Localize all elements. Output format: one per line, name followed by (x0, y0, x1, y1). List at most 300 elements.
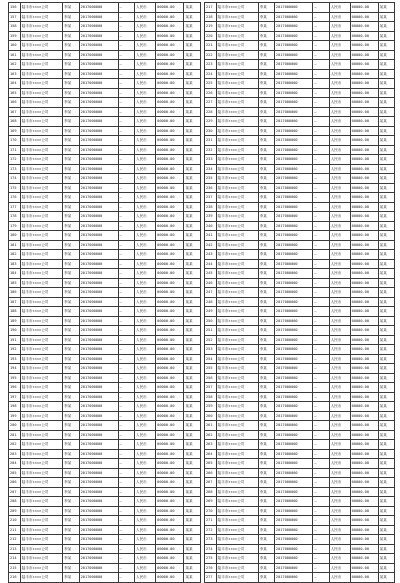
cell-unit: 陆丰市××××公司 (216, 202, 258, 212)
cell-amount: 00000.00 (350, 41, 378, 51)
cell-name: 李某 (63, 3, 79, 13)
cell-no: 258 (205, 392, 217, 402)
table-row (205, 459, 395, 469)
cell-type: 人民币 (329, 297, 350, 307)
cell-note: 某某 (184, 297, 200, 307)
cell-id-no: 2017000000 (274, 440, 312, 450)
cell-unit: 陆丰市××××公司 (216, 212, 258, 222)
cell-mark: — (118, 231, 134, 241)
cell-unit: 陆丰市××××公司 (20, 316, 62, 326)
cell-name: 李某 (63, 402, 79, 412)
cell-mark: — (118, 31, 134, 41)
cell-amount: 00000.00 (350, 183, 378, 193)
cell-id-no: 2017000000 (79, 259, 118, 269)
cell-id-no: 2017000000 (274, 449, 312, 459)
cell-amount: 00000.00 (156, 364, 184, 374)
cell-type: 人民币 (134, 345, 155, 355)
cell-unit: 陆丰市××××公司 (216, 421, 258, 431)
table-row (205, 278, 395, 288)
cell-id-no: 2017000000 (79, 468, 118, 478)
cell-type: 人民币 (134, 60, 155, 70)
cell-unit: 陆丰市××××公司 (20, 440, 62, 450)
cell-type: 人民币 (329, 202, 350, 212)
cell-note: 某某 (378, 535, 394, 545)
cell-mark: — (313, 174, 329, 184)
cell-id-no: 2017000000 (79, 449, 118, 459)
cell-type: 人民币 (329, 335, 350, 345)
cell-note: 某某 (184, 278, 200, 288)
cell-mark: — (313, 535, 329, 545)
cell-type: 人民币 (134, 392, 155, 402)
cell-note: 某某 (184, 326, 200, 336)
cell-type: 人民币 (329, 269, 350, 279)
cell-type: 人民币 (329, 383, 350, 393)
cell-mark: — (313, 155, 329, 165)
cell-no: 214 (9, 554, 21, 564)
cell-mark: — (313, 497, 329, 507)
cell-type: 人民币 (134, 307, 155, 317)
cell-name: 李某 (63, 22, 79, 32)
cell-unit: 陆丰市××××公司 (20, 392, 62, 402)
cell-amount: 00000.00 (156, 240, 184, 250)
cell-unit: 陆丰市××××公司 (216, 373, 258, 383)
cell-id-no: 2017000000 (79, 250, 118, 260)
cell-type: 人民币 (134, 459, 155, 469)
cell-amount: 00000.00 (156, 50, 184, 60)
cell-mark: — (313, 126, 329, 136)
cell-type: 人民币 (134, 354, 155, 364)
cell-type: 人民币 (134, 316, 155, 326)
cell-type: 人民币 (329, 117, 350, 127)
cell-name: 李某 (63, 563, 79, 573)
cell-amount: 00000.00 (350, 269, 378, 279)
cell-unit: 陆丰市××××公司 (20, 174, 62, 184)
table-row (9, 421, 201, 431)
cell-amount: 00000.00 (156, 145, 184, 155)
cell-amount: 00000.00 (156, 12, 184, 22)
table-row (205, 250, 395, 260)
cell-mark: — (118, 478, 134, 488)
cell-name: 李某 (63, 174, 79, 184)
cell-amount: 00000.00 (350, 136, 378, 146)
cell-no: 200 (9, 421, 21, 431)
table-row (205, 487, 395, 497)
cell-name: 李某 (63, 221, 79, 231)
cell-name: 李某 (258, 392, 274, 402)
cell-id-no: 2017000000 (274, 117, 312, 127)
cell-id-no: 2017000000 (79, 136, 118, 146)
table-row (205, 402, 395, 412)
cell-name: 李某 (258, 212, 274, 222)
cell-name: 李某 (63, 250, 79, 260)
cell-id-no: 2017000000 (79, 288, 118, 298)
table-row (9, 50, 201, 60)
cell-id-no: 2017000000 (79, 69, 118, 79)
cell-no: 166 (9, 98, 21, 108)
cell-type: 人民币 (134, 478, 155, 488)
cell-mark: — (118, 316, 134, 326)
cell-unit: 陆丰市××××公司 (20, 554, 62, 564)
cell-name: 李某 (258, 288, 274, 298)
table-row (205, 411, 395, 421)
cell-note: 某某 (378, 50, 394, 60)
cell-amount: 00000.00 (156, 278, 184, 288)
cell-unit: 陆丰市××××公司 (20, 297, 62, 307)
cell-id-no: 2017000000 (79, 231, 118, 241)
cell-note: 某某 (184, 98, 200, 108)
cell-type: 人民币 (134, 117, 155, 127)
cell-mark: — (313, 307, 329, 317)
cell-amount: 00000.00 (156, 421, 184, 431)
cell-amount: 00000.00 (156, 41, 184, 51)
cell-amount: 00000.00 (350, 307, 378, 317)
cell-unit: 陆丰市××××公司 (216, 307, 258, 317)
table-row (205, 259, 395, 269)
table-row (205, 430, 395, 440)
cell-amount: 00000.00 (156, 573, 184, 583)
table-row (9, 307, 201, 317)
cell-mark: — (313, 164, 329, 174)
cell-amount: 00000.00 (156, 516, 184, 526)
cell-no: 212 (9, 535, 21, 545)
table-row (9, 183, 201, 193)
cell-id-no: 2017000000 (79, 3, 118, 13)
cell-mark: — (313, 41, 329, 51)
cell-id-no: 2017000000 (274, 31, 312, 41)
cell-amount: 00000.00 (156, 183, 184, 193)
cell-mark: — (118, 421, 134, 431)
cell-type: 人民币 (329, 554, 350, 564)
cell-type: 人民币 (329, 240, 350, 250)
cell-mark: — (313, 79, 329, 89)
cell-note: 某某 (378, 411, 394, 421)
cell-type: 人民币 (329, 544, 350, 554)
cell-unit: 陆丰市××××公司 (20, 345, 62, 355)
cell-amount: 00000.00 (156, 440, 184, 450)
cell-type: 人民币 (329, 12, 350, 22)
cell-name: 李某 (258, 554, 274, 564)
cell-note: 某某 (378, 373, 394, 383)
cell-unit: 陆丰市××××公司 (20, 326, 62, 336)
cell-unit: 陆丰市××××公司 (20, 335, 62, 345)
cell-amount: 00000.00 (350, 202, 378, 212)
cell-unit: 陆丰市××××公司 (216, 544, 258, 554)
cell-mark: — (118, 212, 134, 222)
cell-type: 人民币 (329, 212, 350, 222)
cell-note: 某某 (378, 183, 394, 193)
cell-type: 人民币 (329, 288, 350, 298)
cell-note: 某某 (378, 60, 394, 70)
table-row (205, 31, 395, 41)
cell-id-no: 2017000000 (79, 145, 118, 155)
cell-name: 李某 (63, 383, 79, 393)
table-row (205, 307, 395, 317)
cell-unit: 陆丰市××××公司 (216, 69, 258, 79)
cell-name: 李某 (63, 326, 79, 336)
table-row (9, 136, 201, 146)
cell-note: 某某 (378, 487, 394, 497)
cell-amount: 00000.00 (156, 354, 184, 364)
table-row (205, 373, 395, 383)
cell-mark: — (118, 221, 134, 231)
cell-amount: 00000.00 (156, 259, 184, 269)
cell-amount: 00000.00 (350, 3, 378, 13)
cell-name: 李某 (63, 164, 79, 174)
cell-no: 160 (9, 41, 21, 51)
cell-amount: 00000.00 (350, 497, 378, 507)
table-row (9, 278, 201, 288)
cell-name: 李某 (63, 373, 79, 383)
cell-name: 李某 (258, 459, 274, 469)
cell-amount: 00000.00 (156, 316, 184, 326)
cell-note: 某某 (378, 193, 394, 203)
cell-id-no: 2017000000 (274, 497, 312, 507)
cell-type: 人民币 (329, 31, 350, 41)
table-row (205, 88, 395, 98)
cell-id-no: 2017000000 (79, 297, 118, 307)
cell-id-no: 2017000000 (79, 554, 118, 564)
cell-id-no: 2017000000 (79, 535, 118, 545)
cell-mark: — (313, 240, 329, 250)
table-row (205, 12, 395, 22)
cell-id-no: 2017000000 (274, 221, 312, 231)
cell-note: 某某 (378, 516, 394, 526)
cell-name: 李某 (63, 354, 79, 364)
cell-no: 185 (9, 278, 21, 288)
cell-mark: — (118, 326, 134, 336)
cell-type: 人民币 (329, 506, 350, 516)
cell-mark: — (118, 278, 134, 288)
cell-unit: 陆丰市××××公司 (20, 269, 62, 279)
cell-unit: 陆丰市××××公司 (20, 41, 62, 51)
cell-name: 李某 (258, 373, 274, 383)
cell-mark: — (118, 250, 134, 260)
cell-no: 207 (9, 487, 21, 497)
cell-unit: 陆丰市××××公司 (20, 497, 62, 507)
cell-no: 176 (9, 193, 21, 203)
cell-note: 某某 (184, 535, 200, 545)
cell-mark: — (118, 183, 134, 193)
cell-id-no: 2017000000 (274, 126, 312, 136)
cell-no: 211 (9, 525, 21, 535)
table-row (9, 202, 201, 212)
cell-note: 某某 (184, 449, 200, 459)
cell-amount: 00000.00 (156, 383, 184, 393)
cell-name: 李某 (258, 259, 274, 269)
cell-mark: — (118, 497, 134, 507)
cell-amount: 00000.00 (350, 221, 378, 231)
cell-amount: 00000.00 (156, 202, 184, 212)
cell-unit: 陆丰市××××公司 (20, 535, 62, 545)
cell-mark: — (118, 155, 134, 165)
cell-note: 某某 (378, 506, 394, 516)
table-row (9, 69, 201, 79)
cell-no: 178 (9, 212, 21, 222)
cell-unit: 陆丰市××××公司 (216, 535, 258, 545)
cell-type: 人民币 (329, 183, 350, 193)
cell-type: 人民币 (134, 3, 155, 13)
cell-unit: 陆丰市××××公司 (216, 525, 258, 535)
table-row (9, 269, 201, 279)
cell-mark: — (313, 354, 329, 364)
cell-id-no: 2017000000 (274, 316, 312, 326)
cell-type: 人民币 (329, 79, 350, 89)
cell-no: 159 (9, 31, 21, 41)
cell-mark: — (313, 316, 329, 326)
cell-type: 人民币 (134, 136, 155, 146)
cell-mark: — (118, 525, 134, 535)
cell-unit: 陆丰市××××公司 (216, 12, 258, 22)
cell-type: 人民币 (329, 307, 350, 317)
cell-unit: 陆丰市××××公司 (20, 69, 62, 79)
cell-name: 李某 (63, 183, 79, 193)
cell-unit: 陆丰市××××公司 (20, 354, 62, 364)
cell-type: 人民币 (329, 88, 350, 98)
cell-type: 人民币 (134, 183, 155, 193)
cell-unit: 陆丰市××××公司 (20, 117, 62, 127)
right-data-table (204, 2, 395, 583)
cell-id-no: 2017000000 (79, 31, 118, 41)
cell-no: 204 (9, 459, 21, 469)
cell-note: 某某 (378, 126, 394, 136)
cell-unit: 陆丰市××××公司 (216, 60, 258, 70)
cell-unit: 陆丰市××××公司 (20, 525, 62, 535)
cell-name: 李某 (63, 554, 79, 564)
cell-name: 李某 (258, 402, 274, 412)
cell-id-no: 2017000000 (79, 88, 118, 98)
cell-type: 人民币 (329, 487, 350, 497)
cell-note: 某某 (378, 79, 394, 89)
cell-name: 李某 (258, 364, 274, 374)
table-row (205, 60, 395, 70)
cell-unit: 陆丰市××××公司 (20, 573, 62, 583)
cell-note: 某某 (378, 554, 394, 564)
cell-note: 某某 (378, 22, 394, 32)
cell-unit: 陆丰市××××公司 (20, 98, 62, 108)
cell-name: 李某 (63, 525, 79, 535)
cell-id-no: 2017000000 (274, 174, 312, 184)
table-row (205, 525, 395, 535)
table-row (205, 354, 395, 364)
cell-no: 265 (205, 459, 217, 469)
cell-unit: 陆丰市××××公司 (20, 31, 62, 41)
cell-amount: 00000.00 (156, 459, 184, 469)
cell-id-no: 2017000000 (274, 345, 312, 355)
cell-no: 235 (205, 174, 217, 184)
cell-note: 某某 (184, 430, 200, 440)
cell-no: 230 (205, 126, 217, 136)
cell-id-no: 2017000000 (274, 212, 312, 222)
cell-no: 191 (9, 335, 21, 345)
cell-id-no: 2017000000 (79, 202, 118, 212)
cell-type: 人民币 (134, 212, 155, 222)
cell-note: 某某 (378, 421, 394, 431)
cell-type: 人民币 (329, 535, 350, 545)
cell-name: 李某 (258, 278, 274, 288)
table-row (205, 392, 395, 402)
cell-unit: 陆丰市××××公司 (20, 449, 62, 459)
cell-amount: 00000.00 (156, 193, 184, 203)
cell-type: 人民币 (329, 164, 350, 174)
cell-name: 李某 (258, 297, 274, 307)
cell-no: 220 (205, 31, 217, 41)
cell-id-no: 2017000000 (274, 183, 312, 193)
cell-mark: — (118, 3, 134, 13)
cell-no: 227 (205, 98, 217, 108)
cell-name: 李某 (63, 544, 79, 554)
cell-amount: 00000.00 (156, 478, 184, 488)
cell-id-no: 2017000000 (79, 60, 118, 70)
table-row (205, 544, 395, 554)
cell-id-no: 2017000000 (79, 12, 118, 22)
table-row (205, 288, 395, 298)
cell-unit: 陆丰市××××公司 (20, 88, 62, 98)
cell-unit: 陆丰市××××公司 (20, 506, 62, 516)
cell-no: 190 (9, 326, 21, 336)
cell-note: 某某 (378, 31, 394, 41)
cell-name: 李某 (258, 383, 274, 393)
cell-no: 245 (205, 269, 217, 279)
cell-no: 248 (205, 297, 217, 307)
cell-type: 人民币 (134, 516, 155, 526)
cell-id-no: 2017000000 (274, 307, 312, 317)
cell-no: 219 (205, 22, 217, 32)
cell-name: 李某 (63, 212, 79, 222)
table-row (9, 449, 201, 459)
cell-no: 253 (205, 345, 217, 355)
cell-type: 人民币 (329, 259, 350, 269)
cell-mark: — (313, 554, 329, 564)
cell-unit: 陆丰市××××公司 (20, 22, 62, 32)
cell-type: 人民币 (329, 50, 350, 60)
cell-no: 175 (9, 183, 21, 193)
cell-no: 163 (9, 69, 21, 79)
cell-amount: 00000.00 (350, 231, 378, 241)
table-row (205, 183, 395, 193)
cell-id-no: 2017000000 (79, 316, 118, 326)
cell-amount: 00000.00 (156, 430, 184, 440)
cell-unit: 陆丰市××××公司 (216, 221, 258, 231)
table-row (205, 269, 395, 279)
cell-no: 251 (205, 326, 217, 336)
cell-mark: — (313, 440, 329, 450)
cell-no: 229 (205, 117, 217, 127)
cell-id-no: 2017000000 (274, 392, 312, 402)
table-row (205, 202, 395, 212)
cell-amount: 00000.00 (350, 326, 378, 336)
cell-name: 李某 (258, 468, 274, 478)
cell-name: 李某 (63, 145, 79, 155)
cell-id-no: 2017000000 (274, 145, 312, 155)
table-row (205, 50, 395, 60)
table-row (205, 41, 395, 51)
cell-amount: 00000.00 (350, 278, 378, 288)
cell-amount: 00000.00 (156, 107, 184, 117)
cell-unit: 陆丰市××××公司 (20, 164, 62, 174)
cell-mark: — (118, 164, 134, 174)
cell-mark: — (118, 117, 134, 127)
cell-type: 人民币 (329, 459, 350, 469)
cell-type: 人民币 (329, 136, 350, 146)
cell-note: 某某 (184, 402, 200, 412)
cell-id-no: 2017000000 (274, 506, 312, 516)
cell-name: 李某 (63, 307, 79, 317)
cell-id-no: 2017000000 (274, 573, 312, 583)
cell-note: 某某 (378, 563, 394, 573)
cell-name: 李某 (63, 487, 79, 497)
cell-mark: — (313, 430, 329, 440)
cell-no: 201 (9, 430, 21, 440)
